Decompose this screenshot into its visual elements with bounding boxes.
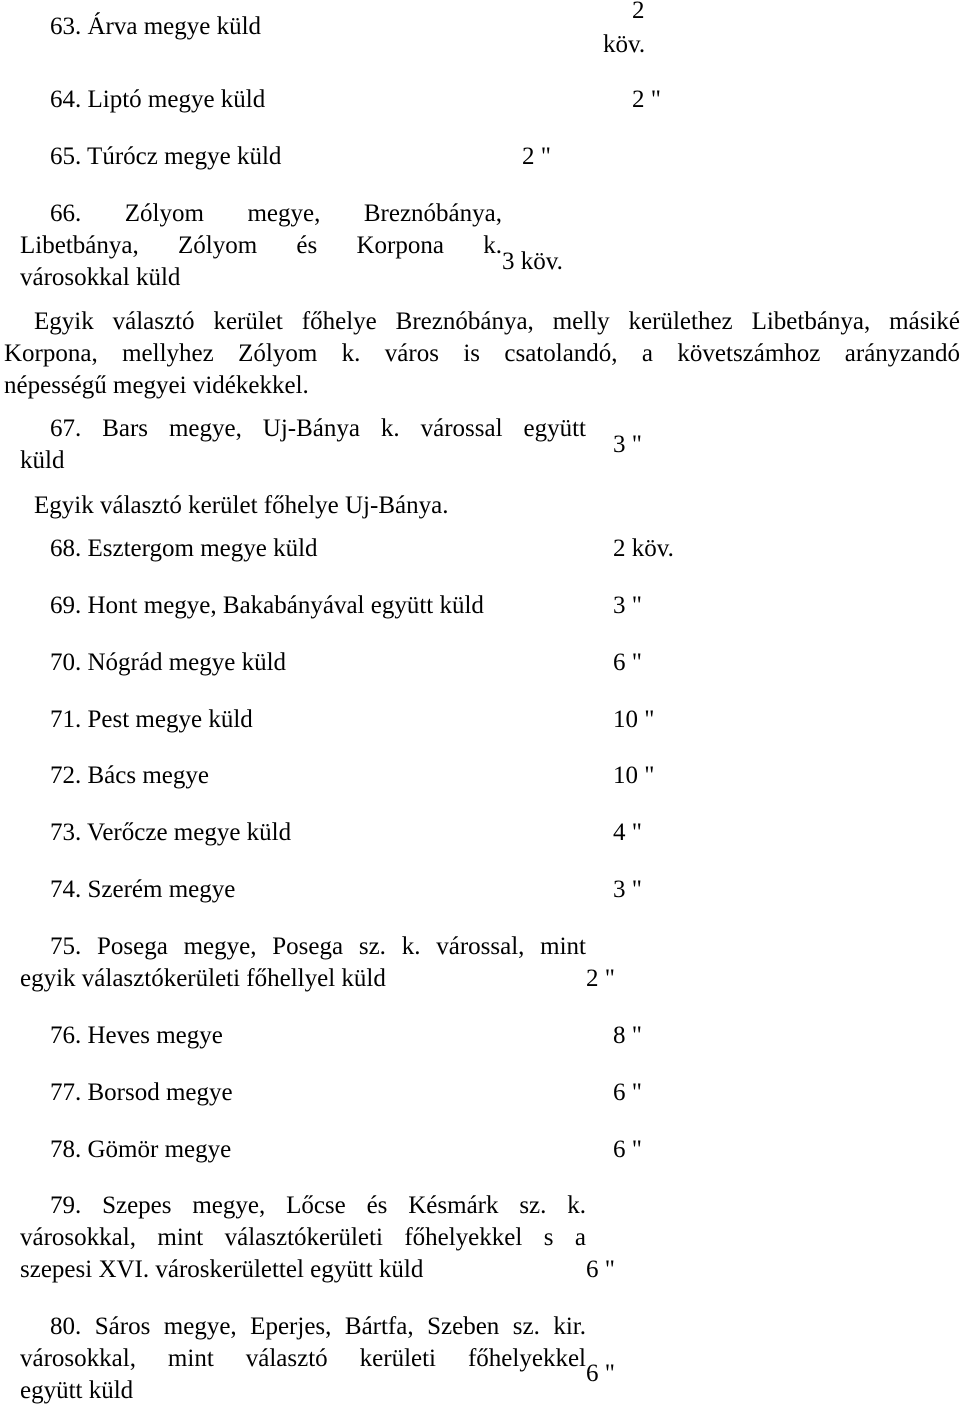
entry-63-count: 2: [632, 0, 645, 24]
entry-63-text: 63. Árva megye küld: [50, 13, 262, 40]
entry-66-text: 66. Zólyom megye, Breznóbánya, Libetbánya, Zólyom és Korpona k. városokkal küld: [20, 200, 502, 291]
entry-80-text: 80. Sáros megye, Eperjes, Bártfa, Szeben sz. kir. városokkal, mint választó kerületi főhelyekkel együtt küld: [20, 1313, 586, 1404]
entry-70-count: 6 ": [613, 649, 642, 676]
note-66: Egyik választó kerület főhelye Breznóbánya, melly kerülethez Libetbánya, másiké Korpona, mellyhez Zólyom k. város is csatolandó, a követszámhoz arányzandó népességű megyei vidékekkel.: [4, 308, 960, 399]
entry-79-count: 6 ": [586, 1256, 615, 1283]
entry-76-text: 76. Heves megye: [50, 1022, 223, 1049]
entry-74-text: 74. Szerém megye: [50, 876, 236, 903]
entry-79-text: 79. Szepes megye, Lőcse és Késmárk sz. k. városokkal, mint választókerületi főhelyekkel s a szepesi XVI. városkerülettel együtt küld: [20, 1192, 586, 1283]
entry-65-count: 2 ": [522, 143, 551, 170]
note-67: Egyik választó kerület főhelye Uj-Bánya.: [34, 492, 449, 519]
entry-72-count: 10 ": [613, 762, 655, 789]
entry-69-text: 69. Hont megye, Bakabányával együtt küld: [50, 592, 484, 619]
entry-72-text: 72. Bács megye: [50, 762, 209, 789]
entry-63-unit: köv.: [603, 31, 646, 58]
entry-73-text: 73. Verőcze megye küld: [50, 819, 292, 846]
entry-64-text: 64. Liptó megye küld: [50, 86, 266, 113]
entry-68-count: 2 köv.: [613, 535, 674, 562]
entry-78-text: 78. Gömör megye: [50, 1136, 232, 1163]
entry-71-count: 10 ": [613, 706, 655, 733]
entry-69-count: 3 ": [613, 592, 642, 619]
entry-66-count: 3 köv.: [502, 248, 563, 275]
entry-73-count: 4 ": [613, 819, 642, 846]
entry-80-count: 6 ": [586, 1360, 615, 1387]
entry-75-count: 2 ": [586, 965, 615, 992]
entry-77-count: 6 ": [613, 1079, 642, 1106]
entry-65-text: 65. Túrócz megye küld: [50, 143, 282, 170]
entry-75-text: 75. Posega megye, Posega sz. k. várossal, mint egyik választókerületi főhellyel küld: [20, 933, 586, 992]
entry-77-text: 77. Borsod megye: [50, 1079, 233, 1106]
entry-74-count: 3 ": [613, 876, 642, 903]
entry-67-text: 67. Bars megye, Uj-Bánya k. várossal együtt küld: [20, 415, 586, 474]
entry-78-count: 6 ": [613, 1136, 642, 1163]
entry-67-count: 3 ": [613, 431, 642, 458]
entry-68-text: 68. Esztergom megye küld: [50, 535, 318, 562]
entry-71-text: 71. Pest megye küld: [50, 706, 253, 733]
entry-64-count: 2 ": [632, 86, 661, 113]
entry-76-count: 8 ": [613, 1022, 642, 1049]
entry-70-text: 70. Nógrád megye küld: [50, 649, 287, 676]
